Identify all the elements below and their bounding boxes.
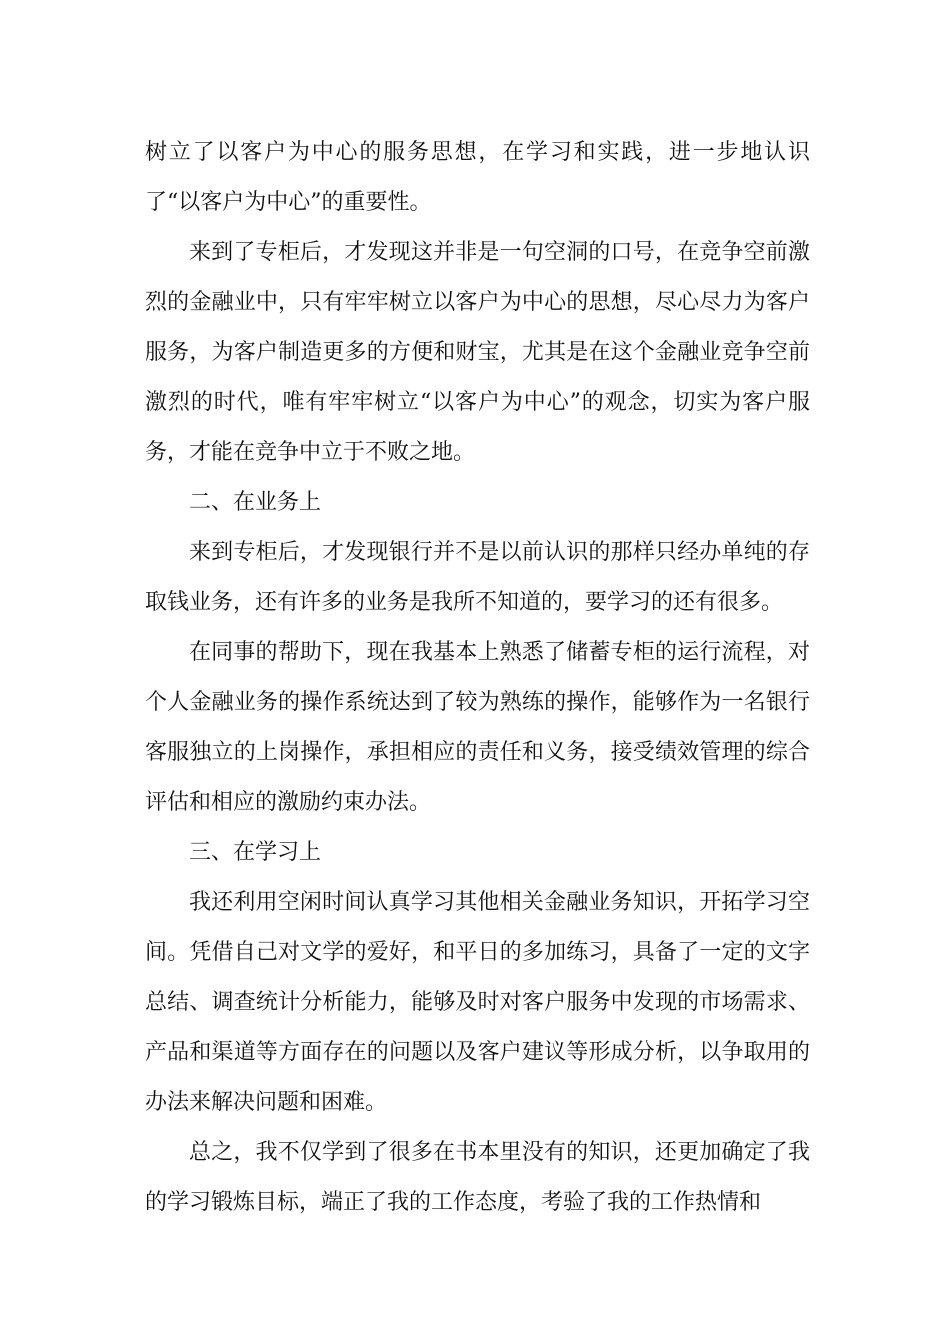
section-heading-business: 二、在业务上: [189, 490, 322, 515]
document-body: [145, 128, 810, 1228]
paragraph-summary: 总之，我不仅学到了很多在书本里没有的知识，还更加确定了我的学习锻炼目标，端正了我的工作态度，考验了我的工作热情和: [145, 1140, 810, 1215]
paragraph-customer-focus: 来到了专柜后，才发现这并非是一句空洞的口号，在竞争空前激烈的金融业中，只有牢牢树立以客户为中心的思想，尽心尽力为客户服务，为客户制造更多的方便和财宝，尤其是在这个金融业竞争空前激烈的时代，唯有牢牢树立“以客户为中心”的观念，切实为客户服务，才能在竞争中立于不败之地。: [145, 240, 810, 465]
paragraph-business-intro: 来到专柜后，才发现银行并不是以前认识的那样只经办单纯的存取钱业务，还有许多的业务是我所不知道的，要学习的还有很多。: [145, 540, 810, 615]
paragraph-continuation: 树立了以客户为中心的服务思想，在学习和实践，进一步地认识了“以客户为中心”的重要性。: [145, 140, 810, 215]
paragraph-business-skills: 在同事的帮助下，现在我基本上熟悉了储蓄专柜的运行流程，对个人金融业务的操作系统达到了较为熟练的操作，能够作为一名银行客服独立的上岗操作，承担相应的责任和义务，接受绩效管理的综合评估和相应的激励约束办法。: [145, 640, 810, 815]
paragraph-learning: 我还利用空闲时间认真学习其他相关金融业务知识，开拓学习空间。凭借自己对文学的爱好，和平日的多加练习，具备了一定的文字总结、调查统计分析能力，能够及时对客户服务中发现的市场需求、产品和渠道等方面存在的问题以及客户建议等形成分析，以争取用的办法来解决问题和困难。: [145, 890, 810, 1115]
section-heading-learning: 三、在学习上: [189, 840, 322, 865]
